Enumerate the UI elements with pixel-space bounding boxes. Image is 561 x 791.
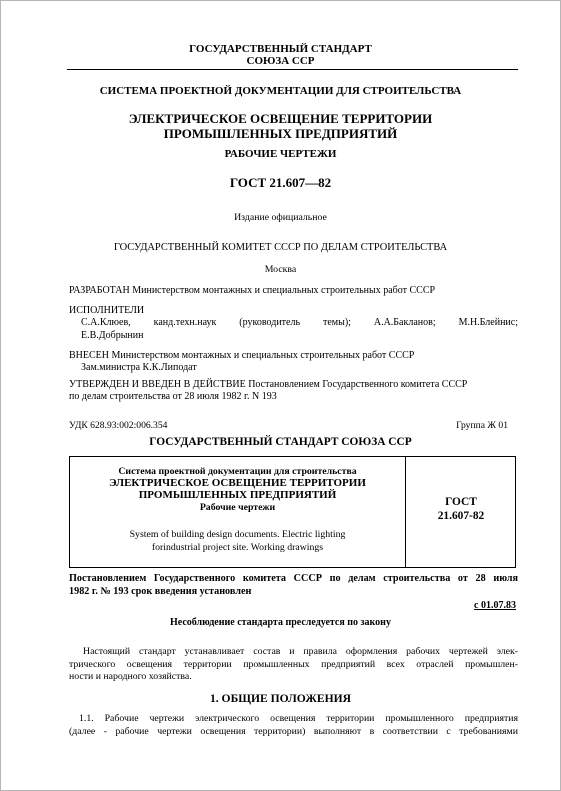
intro-line3: ности и народного хозяйства. (69, 671, 192, 683)
edition-note: Издание официальное (234, 212, 327, 223)
city-name: Москва (264, 264, 297, 275)
union-standard-title: ГОСУДАРСТВЕННЫЙ СТАНДАРТ СОЮЗА ССР (149, 436, 412, 448)
developed-by: РАЗРАБОТАН Министерством монтажных и специальных строительных работ СССР (69, 285, 436, 296)
frame-subtitle: Рабочие чертежи (199, 502, 276, 513)
title-frame-right (406, 457, 516, 567)
approved-line1: УТВЕРЖДЕН И ВВЕДЕН В ДЕЙСТВИЕ Постановлением Государственного комитета СССР (69, 379, 468, 390)
performers-line1: С.А.Клюев, канд.техн.наук (руководитель темы); А.А.Бакланов; М.Н.Блейнис; (81, 317, 518, 329)
frame-title-line2: ПРОМЫШЛЕННЫХ ПРЕДПРИЯТИЙ (138, 489, 337, 501)
law-notice: Несоблюдение стандарта преследуется по закону (170, 617, 391, 628)
main-title-line2: ПРОМЫШЛЕННЫХ ПРЕДПРИЯТИЙ (163, 126, 398, 141)
section-1-title: 1. ОБЩИЕ ПОЛОЖЕНИЯ (209, 692, 352, 705)
frame-gost-label: ГОСТ (445, 496, 477, 508)
system-title: СИСТЕМА ПРОЕКТНОЙ ДОКУМЕНТАЦИИ ДЛЯ СТРОИТЕЛЬСТВА (99, 85, 462, 97)
subtitle: РАБОЧИЕ ЧЕРТЕЖИ (224, 148, 337, 160)
frame-english-line1: System of building design documents. Electric lighting (129, 529, 346, 540)
standard-header-line1: ГОСУДАРСТВЕННЫЙ СТАНДАРТ (189, 43, 372, 55)
intro-paragraph (69, 646, 518, 684)
intro-line2: трического освещения территории промышленных предприятий всех отраслей промышлен- (69, 658, 518, 670)
effective-date: с 01.07.83 (474, 600, 516, 611)
introduced-line2: Зам.министра К.К.Липодат (81, 362, 197, 374)
decree-line1: Постановлением Государственного комитета СССР по делам строительства от 28 июля (69, 573, 518, 584)
introduced-block (69, 350, 518, 375)
title-frame (69, 456, 516, 568)
frame-english-line2: forindustrial project site. Working drawings (151, 542, 324, 553)
performers-label: ИСПОЛНИТЕЛИ (69, 305, 145, 316)
frame-system: Система проектной документации для строительства (118, 466, 357, 477)
title-frame-left (70, 457, 406, 567)
section-1-line2: (далее - рабочие чертежи освещения территории) выполняют в соответствии с требованиями (69, 725, 518, 737)
decree-line2: 1982 г. № 193 срок введения установлен (69, 586, 252, 597)
approved-block (69, 379, 518, 404)
section-1-paragraph (69, 713, 518, 738)
standard-header (1, 43, 560, 67)
intro-line1: Настоящий стандарт устанавливает состав и правила оформления рабочих чертежей элек- (83, 646, 518, 657)
performers-block (69, 305, 518, 342)
approved-line2: по делам строительства от 28 июля 1982 г. N 193 (69, 391, 277, 403)
group-code: Группа Ж 01 (456, 420, 508, 431)
performers-line2: Е.В.Добрынин (81, 329, 144, 341)
main-title-line1: ЭЛЕКТРИЧЕСКОЕ ОСВЕЩЕНИЕ ТЕРРИТОРИИ (128, 111, 433, 126)
udk-code: УДК 628.93:002:006.354 (69, 420, 168, 431)
gost-code: ГОСТ 21.607—82 (229, 175, 332, 190)
introduced-line1: ВНЕСЕН Министерством монтажных и специальных строительных работ СССР (69, 350, 415, 361)
main-title (1, 111, 560, 141)
header-rule (67, 69, 518, 70)
frame-gost-number: 21.607-82 (437, 510, 485, 522)
standard-header-line2: СОЮЗА ССР (246, 55, 315, 67)
committee-name: ГОСУДАРСТВЕННЫЙ КОМИТЕТ СССР ПО ДЕЛАМ СТРОИТЕЛЬСТВА (113, 242, 448, 253)
decree-block (69, 572, 518, 598)
section-1-line1: 1.1. Рабочие чертежи электрического освещения территории промышленного предприятия (79, 713, 518, 724)
frame-title-line1: ЭЛЕКТРИЧЕСКОЕ ОСВЕЩЕНИЕ ТЕРРИТОРИИ (109, 477, 366, 489)
